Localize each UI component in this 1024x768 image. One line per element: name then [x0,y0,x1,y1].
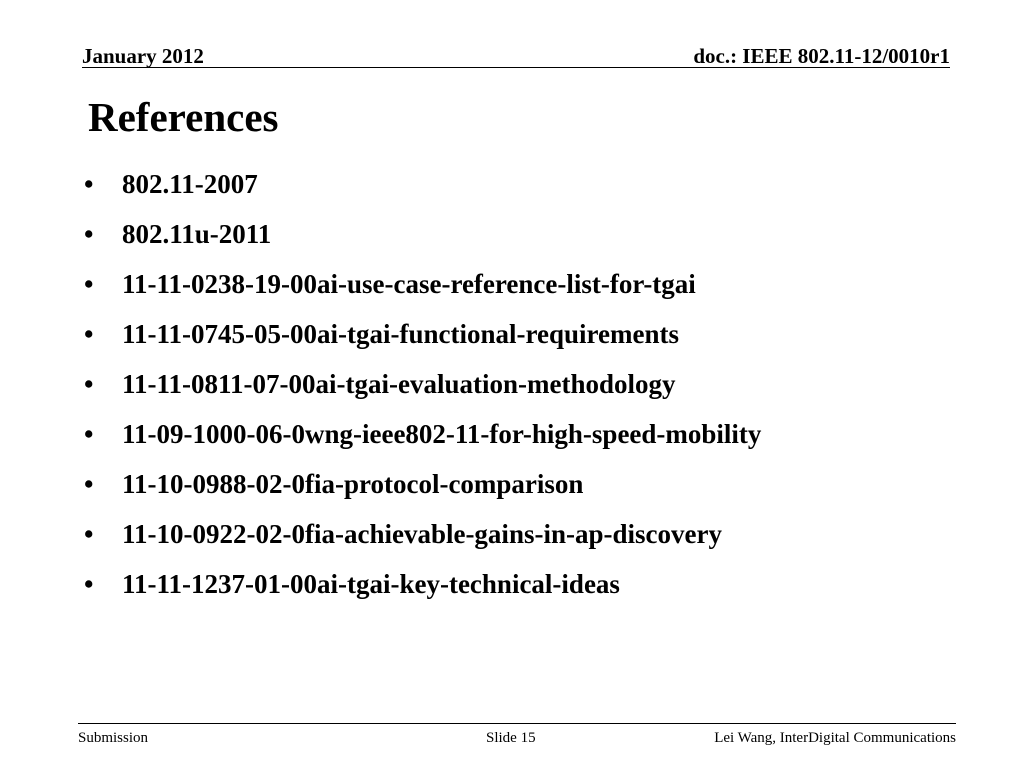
reference-text: 11-11-0745-05-00ai-tgai-functional-requirements [122,319,679,349]
list-item [84,416,914,453]
list-item [84,216,914,253]
reference-text: 11-11-1237-01-00ai-tgai-key-technical-ideas [122,569,620,599]
reference-text: 802.11-2007 [122,169,258,199]
bullet-icon: • [84,569,94,599]
reference-text: 11-10-0922-02-0fia-achievable-gains-in-ap-discovery [122,519,722,549]
bullet-icon: • [84,319,94,349]
footer-divider [78,723,956,724]
list-item [84,566,914,603]
reference-text: 11-11-0811-07-00ai-tgai-evaluation-methodology [122,369,676,399]
bullet-icon: • [84,369,94,399]
list-item [84,266,914,303]
footer-slide-number: Slide 15 [486,730,536,746]
slide-title: References [88,94,279,140]
reference-text: 11-10-0988-02-0fia-protocol-comparison [122,469,584,499]
reference-text: 11-09-1000-06-0wng-ieee802-11-for-high-speed-mobility [122,419,762,449]
bullet-icon: • [84,169,94,199]
bullet-icon: • [84,469,94,499]
list-item [84,516,914,553]
list-item [84,316,914,353]
bullet-icon: • [84,269,94,299]
header-date: January 2012 [82,44,204,68]
reference-text: 802.11u-2011 [122,219,272,249]
list-item [84,466,914,503]
bullet-icon: • [84,219,94,249]
list-item [84,166,914,203]
reference-text: 11-11-0238-19-00ai-use-case-reference-list-for-tgai [122,269,696,299]
list-item [84,366,914,403]
references-list [84,166,914,616]
header-divider [82,67,950,68]
bullet-icon: • [84,419,94,449]
footer-author: Lei Wang, InterDigital Communications [714,730,956,746]
footer-submission: Submission [78,730,149,746]
header-doc-id: doc.: IEEE 802.11-12/0010r1 [693,44,950,68]
bullet-icon: • [84,519,94,549]
